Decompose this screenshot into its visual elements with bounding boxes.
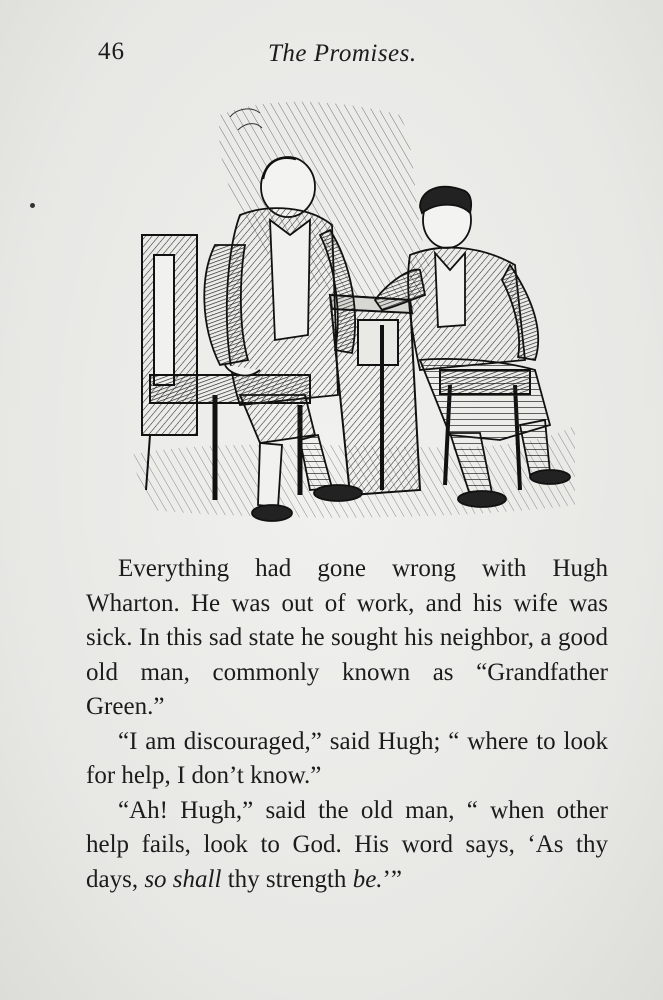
paragraph-3-italic-so-shall: so shall [144,865,222,893]
paragraph-3 [86,794,608,898]
paragraph-3-part-2: thy strength [221,865,353,893]
paragraph-2: “I am discouraged,” said Hugh; “ where to look for help, I don’t know.” [86,727,608,789]
engraving-illustration [120,95,590,535]
print-speck [30,203,35,208]
paragraph-1: Everything had gone wrong with Hugh Wharton. He was out of work, and his wife was sick. In this sad state he sought his neighbor, a good old man, commonly known as “Grandfather Green.” [86,555,608,720]
paragraph-3-part-1: “Ah! Hugh,” said the old man, “ when other help fails, look to God. His word says, ‘As thy days, [86,796,608,893]
paragraph-3-italic-be: be. [352,865,383,893]
page-number: 46 [98,38,125,65]
paragraph-3-part-3: ’” [382,865,402,893]
running-title: The Promises. [268,40,417,67]
page-header [0,38,663,78]
body-text [86,552,608,897]
